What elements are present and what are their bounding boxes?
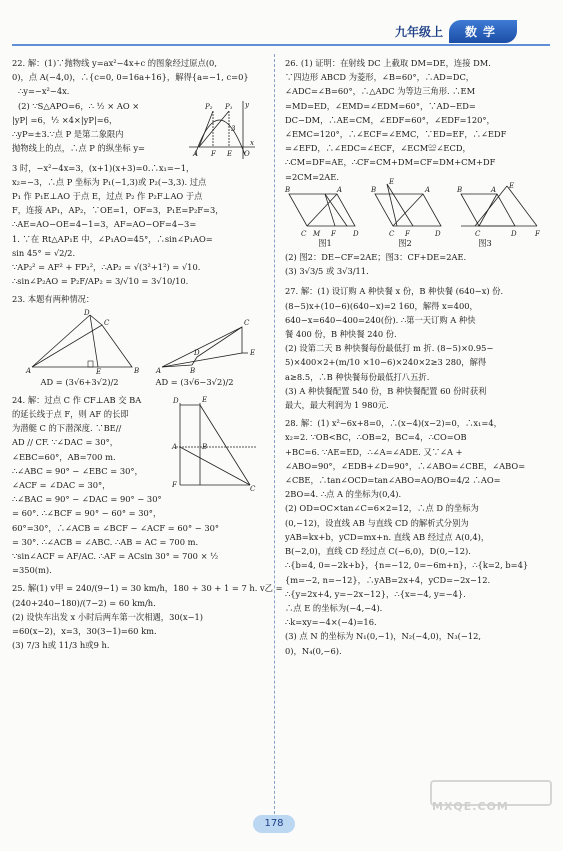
text-line: =MD=ED，∠EMD=∠EDM=60°，∵AD−ED= [285,100,476,111]
q23-figures [12,307,262,375]
svg-text:D: D [84,308,90,317]
q26-answer [285,56,543,278]
svg-text:B: B [457,185,463,194]
text-line: (3) 7/3 h或 11/3 h或9 h. [12,640,110,651]
q23-answer-b: AD = (3√6−3√2)/2 [155,376,234,387]
svg-text:E: E [250,348,256,357]
svg-text:A: A [491,185,497,194]
parabola-figure [187,99,257,161]
svg-text:E: E [227,149,233,158]
text-line: =2CM=2AE. [285,171,339,182]
svg-text:A: A [172,442,178,451]
left-column [12,56,283,653]
text-line: =60(x−2)，x=3，30(3−1)=60 km. [12,626,157,637]
svg-text:E: E [389,177,395,186]
text-line: ∴∠BAC = 90° − ∠DAC = 90° − 30° [12,494,162,505]
svg-text:D: D [173,396,179,405]
svg-text:A: A [156,366,162,375]
q22-block [12,99,262,161]
svg-text:D: D [511,229,517,238]
text-line: 的延长线于点 F，则 AF 的长即 [12,409,129,420]
text-line: ∴{b=4, 0=−2k+b}，{n=−12, 0=−6m+n}，∴{k=2, b=4} [285,560,529,571]
text-line: ∠CBE，∴tan∠OCD=tan∠ABO=AO/BO=4/2 ∴AO= [285,475,501,486]
svg-text:y: y [245,100,249,109]
text-line: P₁ 作 P₁E⊥AO 于点 E，过点 P₂ 作 P₂F⊥AO 于点 [12,191,203,202]
svg-text:C: C [250,484,256,493]
svg-text:E: E [202,395,208,404]
text-line: (8−5)x+(10−6)(640−x)=2 160，解得 x=400， [285,300,478,311]
q23-answer-a: AD = (3√6+3√2)/2 [40,376,119,387]
q22-answer [12,56,262,288]
text-line: (3) A 种快餐配置 540 份，B 种快餐配置 60 份时获利 [285,385,487,396]
text-line: ∠ACF = ∠DAC = 30°， [12,480,111,491]
text-line: 60°=30°，∴∠ACB = ∠BCF − ∠ACF = 60° − 30° [12,522,220,533]
text-line: DC−DM，∴AE=CM，∠EDF=60°，∠EDF=120°， [285,114,495,125]
text-line: ∵四边形 ABCD 为菱形，∠B=60°，∴AD=DC， [285,72,475,83]
text-line: ∴sin∠P₂AO = P₂F/AP₂ = 3/√10 = 3√10/10. [12,276,189,287]
svg-text:F: F [172,480,177,489]
svg-text:A: A [425,185,431,194]
svg-text:E: E [509,181,515,190]
text-line: F，连接 AP₁，AP₂，∵OE=1，OF=3，P₁E=P₂F=3， [12,205,224,216]
text-line: =350(m). [12,565,52,576]
text-line: =∠EFD，∴∠EDC=∠ECF，∠ECM≌∠ECD， [285,143,471,154]
subject-badge: 数学 [449,20,517,43]
svg-text:C: C [301,229,307,238]
q23-answer [12,292,262,388]
text-line: ∠ADC=∠B=60°，∴△ADC 为等边三角形. ∴EM [285,86,476,97]
text-line: ∵sin∠ACF = AF/AC. ∴AF = ACsin 30° = 700 × ½ [12,551,219,562]
text-line: 最大，最大利润为 1 980元. [285,400,389,411]
text-line: 0)，点 A(−4,0)，∴{c=0, 0=16a+16}，解得{a=−1, c=0} [12,72,249,83]
svg-text:B: B [371,185,377,194]
column-divider [274,54,275,829]
text-line: AD // CF. ∵∠DAC = 30°， [12,437,119,448]
submarine-figure [170,393,260,491]
q27-answer [285,284,543,412]
svg-text:3: 3 [231,124,236,133]
text-line: ∵AP₂² = AF² + FP₂²，∴AP₂ = √(3²+1²) = √10. [12,262,201,273]
svg-text:F: F [535,229,540,238]
svg-text:D: D [353,229,359,238]
svg-text:C: C [389,229,395,238]
q24-answer [12,393,262,578]
svg-text:A: A [193,149,199,158]
text-line: 3 时，−x²−4x=3，(x+1)(x+3)=0.∴x₁=−1， [12,162,195,173]
text-line: (2) 设快车出发 x 小时后两车第一次相遇，30(x−1) [12,611,204,622]
text-line: {m=−2, n=−12}，∴yAB=2x+4，yCD=−2x−12. [285,574,491,585]
text-line: ∴yP=±3.∵点 P 是第二象限内 [12,129,124,140]
text-line: 27. 解：(1) 设订购 A 种快餐 x 份，B 种快餐 (640−x) 份. [285,286,504,297]
fig2-label: 图2 [398,237,412,248]
text-line: (2) 图2：DE−CF=2AE；图3：CF+DE=2AE. [285,252,467,263]
text-line: x₂=−3，∴点 P 坐标为 P₁(−1,3)或 P₂(−3,3). 过点 [12,176,207,187]
svg-text:F: F [405,229,410,238]
text-line: ∴点 E 的坐标为(−4,−4). [285,602,383,613]
text-line: ∴∠ABC = 90° − ∠EBC = 30°， [12,465,143,476]
text-line: ∴y=−x²−4x. [18,86,70,97]
text-line: 为潜艇 C 的下潜深度. ∵BE// [12,423,122,434]
svg-text:B: B [190,366,196,375]
text-line: x₂=2. ∵OB<BC，∴OB=2，BC=4，∴CO=OB [285,432,467,443]
watermark-text: MXQE.COM [432,800,509,813]
page-header [395,20,517,43]
svg-text:C: C [475,229,481,238]
svg-text:F: F [331,229,336,238]
text-line: 26. (1) 证明：在射线 DC 上截取 DM=DE，连接 DM. [285,58,491,68]
page-number: 178 [253,815,295,833]
text-line: a≥8.5，∴B 种快餐每份最低打八五折. [285,371,430,382]
text-line: ∴AE=AO−OE=4−1=3，AF=AO−OF=4−3= [12,219,197,230]
text-line: (3) 3√3/5 或 3√3/11. [285,266,369,277]
text-line: (2) OD=OC×tan∠C=6×2=12，∴点 D 的坐标为 [285,503,479,514]
text-line: = 30°. ∴∠ACB = ∠ABC. ∴AB = AC = 700 m. [12,536,199,547]
q28-answer [285,416,543,657]
text-line: 22. 解：(1)∵抛物线 y=ax²−4x+c 的图象经过原点(0, [12,58,217,68]
svg-text:D: D [194,348,200,357]
q25-answer [12,581,283,652]
fig1-label: 图1 [318,237,332,248]
text-line: 1. ∵在 Rt△AP₁E 中，∠P₁AO=45°，∴sin∠P₁AO= [12,233,213,244]
text-line: (2) ∵S△APO=6，∴ ½ × AO × [18,100,140,111]
svg-text:C: C [244,318,250,327]
text-line: ∠EBC=60°，AB=700 m. [12,451,116,462]
svg-text:x: x [250,138,254,147]
text-line: 2BO=4. ∴点 A 的坐标为(0,4). [285,489,402,500]
text-line: 28. 解：(1) x²−6x+8=0，∴(x−4)(x−2)=0，∴x₁=4， [285,418,502,429]
text-line: yAB=kx+b，yCD=mx+n. 直线 AB 经过点 A(0,4)， [285,531,490,542]
svg-text:F: F [211,149,216,158]
svg-text:B: B [202,442,208,451]
text-line: ∴CM=DF=AE，∴CF=CM+DM=CF=DM+CM+DF [285,157,496,168]
text-line: 24. 解：过点 C 作 CF⊥AB 交 BA [12,394,142,405]
text-line: (3) 点 N 的坐标为 N₁(0,−1)，N₂(−4,0)，N₃(−12, [285,631,482,642]
svg-text:A: A [26,366,32,375]
svg-text:A: A [337,185,343,194]
right-column [285,56,543,658]
text-line: ∠ABO=90°，∠EDB+∠D=90°，∴∠ABO=∠CBE，∠ABO= [285,460,526,471]
text-line: = 60°. ∴∠BCF = 90° − 60° = 30°， [12,508,162,519]
text-line: ∴k=xy=−4×(−4)=16. [285,617,377,628]
text-line: B(−2,0)，直线 CD 经过点 C(−6,0)，D(0,−12). [285,546,471,557]
text-line: |yP| =6，½ ×4×|yP|=6， [12,114,118,125]
svg-text:M: M [313,229,321,238]
text-line: ∠EMC=120°，∴∠ECF=∠EMC，∵ED=EF，∴∠EDF [285,129,507,140]
header-rule [12,44,550,46]
text-line: (240+240−180)/(7−2) = 60 km/h. [12,597,156,608]
text-line: ∴{y=2x+4, y=−2x−12}，∴{x=−4, y=−4}. [285,588,466,599]
svg-text:E: E [96,367,102,376]
svg-text:P₂: P₂ [205,102,213,111]
fig3-label: 图3 [478,237,492,248]
svg-text:C: C [104,318,110,327]
text-line: (2) 设第二天 B 种快餐每份最低打 m 折. (8−5)×0.95− [285,343,494,354]
text-line: sin 45° = √2/2. [12,247,76,258]
svg-text:B: B [285,185,291,194]
rhombus-figures [285,177,543,242]
text-line: 23. 本题有两种情况： [12,294,95,305]
text-line: 0)，N₄(0,−6). [285,645,342,656]
text-line: 餐 400 份，B 种快餐 240 份. [285,329,397,340]
text-line: 25. 解(1) v甲 = 240/(9−1) = 30 km/h，180 ÷ 30 + 1 = 7 h. v乙 = [12,583,283,594]
text-line: +BC=6. ∵AE=ED，∴∠A=∠ADE. 又∵∠A + [285,446,463,457]
svg-text:O: O [244,149,250,158]
svg-text:P₁: P₁ [225,102,233,111]
text-line: (0,−12)，设直线 AB 与直线 CD 的解析式分别为 [285,517,469,528]
grade-label: 九年级上 [394,25,443,39]
text-line: 5)×400×2+(m/10 ×10−6)×240×2≥3 280，解得 [285,357,487,368]
svg-text:B: B [134,366,140,375]
text-line: 抛物线上的点，∴点 P 的纵坐标 y= [12,143,145,154]
text-line: 640−x=640−400=240(份). ∴第一天订购 A 种快 [285,314,476,325]
svg-text:D: D [435,229,441,238]
